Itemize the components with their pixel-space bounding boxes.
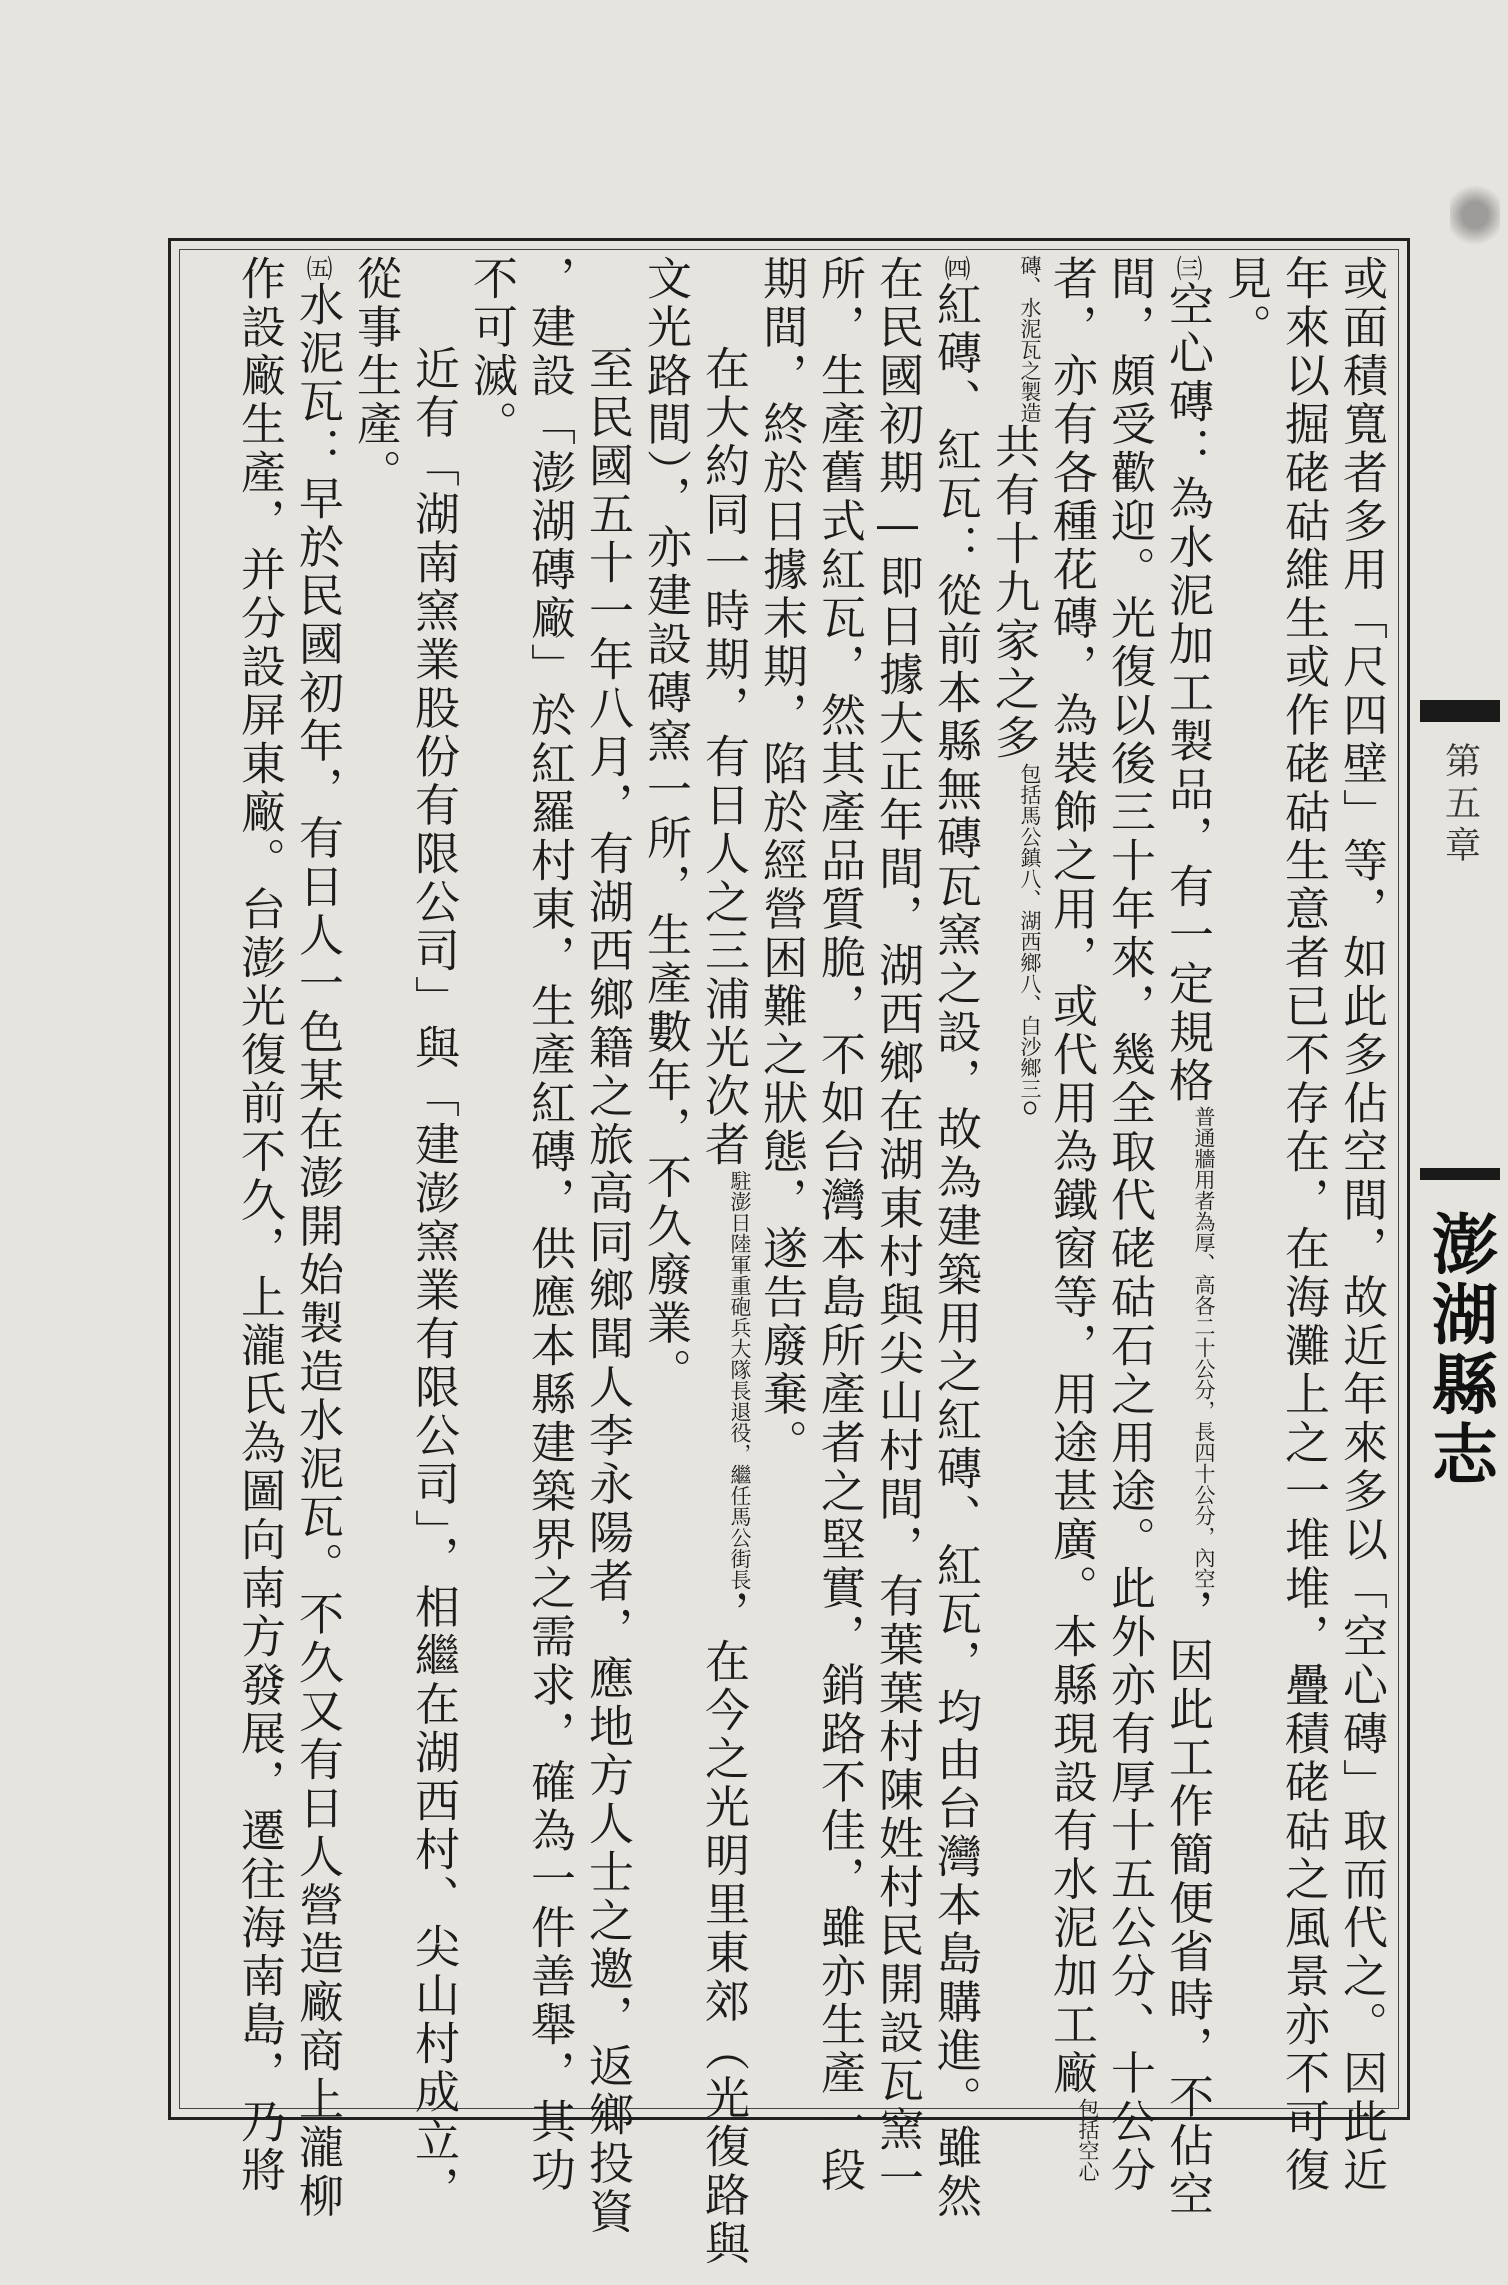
- text-column-12: [694, 255, 752, 2269]
- column-text: 間，頗受歡迎。光復以後三十年來，幾全取代硓𥑮石之用途。此外亦有厚十五公分、十公分: [1103, 255, 1156, 2195]
- text-column-9: [868, 255, 926, 2203]
- column-text: 。: [987, 1098, 1040, 1147]
- text-column-6: [1042, 255, 1100, 2182]
- text-column-8: [926, 255, 984, 2221]
- column-text: 期間，終於日據末期，陷於經營困難之狀態，遂告廢棄。: [755, 255, 808, 1468]
- edge-bar-top: [1420, 700, 1500, 722]
- edge-bar-middle: [1420, 1168, 1500, 1180]
- inline-note: 包括空心: [1076, 2098, 1100, 2182]
- inline-note: 駐澎日陸軍重砲兵大隊長退役，繼任馬公街長: [728, 1169, 752, 1590]
- text-column-4: [1158, 255, 1216, 2219]
- inline-note: 普通牆用者為厚、高各二十公分，長四十公分，內空: [1192, 1105, 1216, 1589]
- chapter-label: 第五章: [1439, 742, 1481, 868]
- text-column-1: [1332, 255, 1390, 2195]
- column-text: ，在今之光明里東郊（光復路與: [697, 1589, 750, 2269]
- column-text: 水泥瓦：早於民國初年，有日人一色某在澎開始製造水泥瓦。不久又有日人營造廠商上瀧柳: [291, 281, 344, 2221]
- column-text: 共有十九家之多: [987, 423, 1040, 763]
- column-text: 文光路間），亦建設磚窯一所，生產數年，不久廢業。: [639, 255, 692, 1397]
- ink-stain: [1450, 180, 1500, 250]
- text-column-20: [230, 255, 288, 2195]
- column-text: ，建設「澎湖磚廠」於紅羅村東，生產紅磚，供應本縣建築界之需求，確為一件善舉，其功: [523, 255, 576, 2195]
- column-text: 至民國五十一年八月，有湖西鄉籍之旅高同鄉聞人李永陽者，應地方人士之邀，返鄉投資: [581, 345, 634, 2237]
- column-text: 從事生產。: [349, 255, 402, 498]
- vertical-text-body: [180, 255, 1390, 2269]
- section-marker: ㈤: [302, 255, 332, 281]
- column-text: 在民國初期—即日據大正年間，湖西鄉在湖東村與尖山村間，有葉葉村陳姓村民開設瓦窯一: [871, 255, 924, 2203]
- text-column-10: [810, 255, 868, 2195]
- text-column-19: [288, 255, 346, 2221]
- column-text: 紅磚、紅瓦：從前本縣無磚瓦窯之設，故為建築用之紅磚、紅瓦，均由台灣本島購進。雖然: [929, 281, 982, 2221]
- text-column-2: [1274, 255, 1332, 2195]
- text-column-14: [578, 255, 636, 2237]
- text-column-7: [984, 255, 1042, 2065]
- inline-note: 磚、水泥瓦之製造: [1018, 255, 1042, 423]
- text-column-17: [404, 255, 462, 2214]
- text-column-11: [752, 255, 810, 2065]
- text-column-18: [346, 255, 404, 2065]
- column-text: 所，生產舊式紅瓦，然其產品質脆，不如台灣本島所產者之堅實，銷路不佳，雖亦生產一段: [813, 255, 866, 2195]
- section-marker: ㈣: [940, 255, 970, 281]
- text-column-5: [1100, 255, 1158, 2195]
- column-text: ，因此工作簡便省時，不佔空: [1161, 1588, 1214, 2219]
- chapter-edge-tab: [1420, 680, 1500, 1980]
- column-text: 作設廠生產，并分設屏東廠。台澎光復前不久，上瀧氏為圖向南方發展，遷往海南島，乃將: [233, 255, 286, 2195]
- book-title: 澎湖縣志: [1420, 1210, 1499, 1490]
- column-text: 空心磚：為水泥加工製品，有一定規格: [1161, 281, 1214, 1106]
- column-text: 不可滅。: [465, 255, 518, 449]
- column-text: 在大約同一時期，有日人之三浦光次者: [697, 345, 750, 1170]
- text-column-15: [520, 255, 578, 2195]
- column-text: 年來以掘硓𥑮維生或作硓𥑮生意者已不存在，在海灘上之一堆堆，疊積硓𥑮之風景亦不可復: [1277, 255, 1330, 2195]
- text-column-13: [636, 255, 694, 2065]
- text-column-16: [462, 255, 520, 2065]
- column-text: 近有「湖南窯業股份有限公司」與「建澎窯業有限公司」，相繼在湖西村、尖山村成立，: [407, 345, 460, 2214]
- column-text: 見。: [1219, 255, 1272, 352]
- column-text: 者，亦有各種花磚，為裝飾之用，或代用為鐵窗等，用途甚廣。本縣現設有水泥加工廠: [1045, 255, 1098, 2098]
- column-text: 或面積寬者多用「尺四壁」等，如此多佔空間，故近年來多以「空心磚」取而代之。因此近: [1335, 255, 1388, 2195]
- inline-note: 包括馬公鎮八、湖西鄉八、白沙鄉三: [1018, 762, 1042, 1099]
- text-column-3: [1216, 255, 1274, 2065]
- section-marker: ㈢: [1172, 255, 1202, 281]
